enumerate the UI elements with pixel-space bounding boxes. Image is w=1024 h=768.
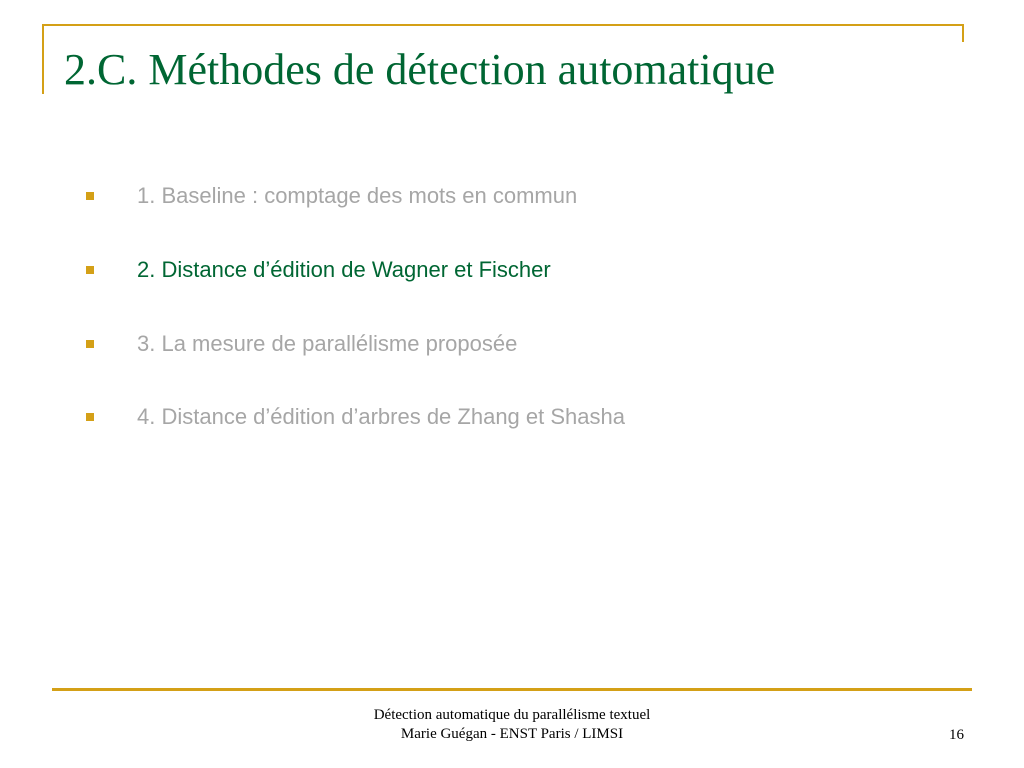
square-bullet-icon [86, 413, 94, 421]
slide-title: 2.C. Méthodes de détection automatique [64, 45, 776, 94]
bullet-item-proposed-measure [0, 327, 760, 361]
square-bullet-icon [86, 192, 94, 200]
footer-presentation-title: Détection automatique du parallélisme textuel [373, 707, 651, 723]
page-number: 16 [949, 727, 964, 743]
bullet-text: 4. Distance d’édition d’arbres de Zhang et Shasha [137, 404, 625, 429]
bullet-item-wagner-fischer [0, 253, 760, 287]
square-bullet-icon [86, 340, 94, 348]
footer-rule [52, 688, 972, 691]
footer-author-affiliation: Marie Guégan - ENST Paris / LIMSI [400, 726, 624, 742]
title-frame-top-rule [42, 24, 964, 26]
footer-caption [312, 706, 712, 744]
bullet-item-zhang-shasha [0, 400, 760, 434]
title-frame-right-rule [962, 24, 964, 42]
bullet-text: 1. Baseline : comptage des mots en commun [137, 183, 578, 208]
bullet-text: 2. Distance d’édition de Wagner et Fischer [137, 257, 551, 282]
title-frame-left-rule [42, 24, 44, 94]
square-bullet-icon [86, 266, 94, 274]
bullet-item-baseline [0, 179, 760, 213]
bullet-text: 3. La mesure de parallélisme proposée [137, 331, 518, 356]
